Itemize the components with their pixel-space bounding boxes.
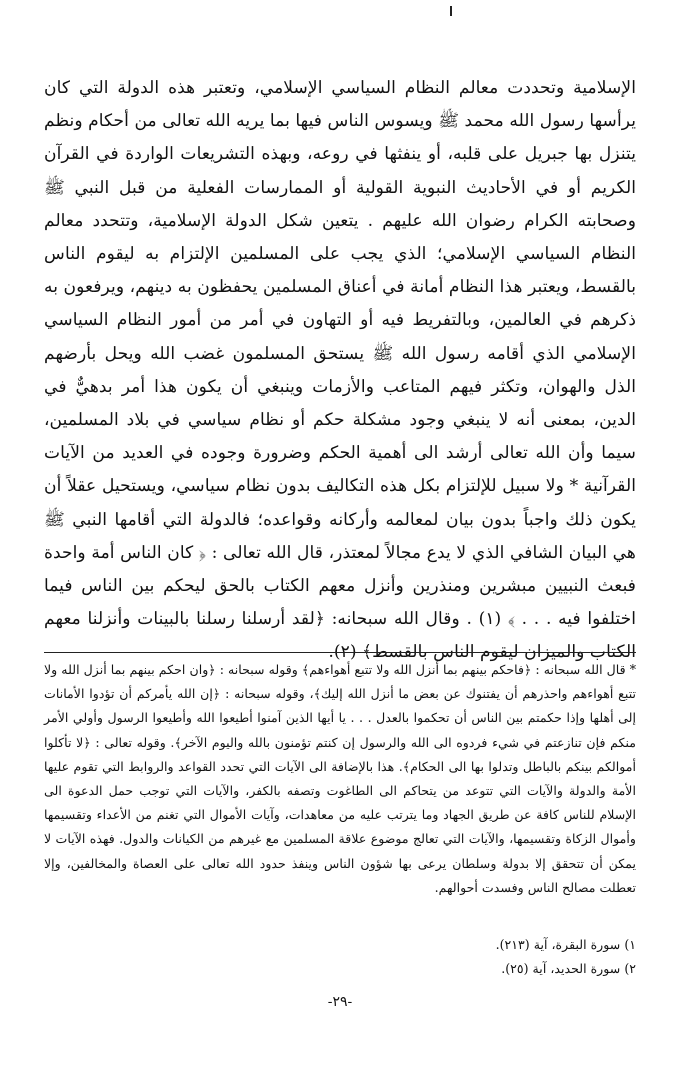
footnote-block xyxy=(44,658,636,900)
main-text-block xyxy=(44,72,636,670)
footnote-text: * قال الله سبحانه : ﴿فاحكم بينهم بما أنزل الله ولا تتبع أهواءهم﴾ وقوله سبحانه : ﴿وان احكم بينهم بما أنزل الله ولا تتبع أهواءهم واحذرهم أن يفتنوك عن بعض ما أنزل الله إليك﴾، وقوله سبحانه : ﴿إن الله يأمركم أن تؤدوا الأمانات إلى أهلها وإذا حكمتم بين الناس أن تحكموا بالعدل . . . يا أيها الذين آمنوا أطيعوا الله وأطيعوا الرسول وأولي الأمر منكم فإن تنازعتم في شيء فردوه الى الله والرسول إن كنتم تؤمنون بالله واليوم الآخر﴾. وقوله تعالى : ﴿لا تأكلوا أموالكم بينكم بالباطل وتدلوا بها الى الحكام﴾. هذا بالإضافة الى الآيات التي تحدد القواعد والروابط التي تقوم عليها الأمة والدولة والآيات التي تتوعد من يتحاكم الى الطاغوت وتصفه بالكفر، والآيات التي توجب حمل الدعوة الى الإسلام للناس كافة عن طريق الجهاد وما يترتب عليه من معاهدات، وآيات الأموال التي تغنم من الأعداء وتقسيمها وأموال الزكاة وتقسيمها، والآيات التي تعالج موضوع علاقة المسلمين مع غيرهم من الكيانات والدول. فهذه الآيات لا يمكن أن تتحقق إلا بدولة وسلطان يرعى بها شؤون الناس وينفذ حدود الله تعالى على العصاة والمخالفين، وإلا تعطلت مصالح الناس وفسدت أحوالهم. xyxy=(44,662,636,895)
top-mark xyxy=(450,6,452,16)
footnote-divider xyxy=(44,652,636,653)
reference-item: ٢) سورة الحديد، آية (٢٥). xyxy=(501,961,636,976)
page-number: -٢٩- xyxy=(327,994,353,1010)
references-list xyxy=(44,933,636,981)
reference-item: ١) سورة البقرة، آية (٢١٣). xyxy=(495,937,636,952)
main-paragraph: الإسلامية وتحددت معالم النظام السياسي الإسلامي، وتعتبر هذه الدولة التي كان يرأسها رسول الله محمد ﷺ ويسوس الناس فيها بما يريه الله تعالى من أحكام ونظم يتنزل بها جبريل على قلبه، أو ينفثها في روعه، وبهذه التشريعات الواردة في القرآن الكريم أو في الأحاديث النبوية القولية أو الممارسات الفعلية من قبل النبي ﷺ وصحابته الكرام رضوان الله عليهم . يتعين شكل الدولة الإسلامية، وتتحدد معالم النظام السياسي الإسلامي؛ الذي يجب على المسلمين الإلتزام به ليقوم الناس بالقسط، ويعتبر هذا النظام أمانة في أعناق المسلمين يحفظون به دينهم، ويرفعون به ذكرهم في العالمين، وبالتفريط فيه أو التهاون في أمر من أمور النظام السياسي الإسلامي الذي أقامه رسول الله ﷺ يستحق المسلمون غضب الله ويحل بأرضهم الذل والهوان، وتكثر فيهم المتاعب والأزمات وينبغي أن يكون هذا أمر بدهيٌّ في الدين، بمعنى أنه لا ينبغي وجود مشكلة حكم أو نظام سياسي في بلاد المسلمين، سيما وأن الله تعالى أرشد الى أهمية الحكم وضرورة وجوده في العديد من الآيات القرآنية * ولا سبيل للإلتزام بكل هذه التكاليف بدون نظام سياسي، ويستحيل عقلاً أن يكون ذلك واجباً بدون بيان لمعالمه وأركانه وقواعده؛ فالدولة التي أقامها النبي ﷺ هي البيان الشافي الذي لا يدع مجالاً لمعتذر، قال الله تعالى : ﴿ كان الناس أمة واحدة فبعث النبيين مبشرين ومنذرين وأنزل معهم الكتاب بالحق ليحكم بين الناس فيما اختلفوا فيه . . . ﴾ (١) . وقال الله سبحانه: ﴿لقد أرسلنا رسلنا بالبينات وأنزلنا معهم الكتاب والميزان ليقوم الناس بالقسط﴾ (٢). xyxy=(44,78,637,663)
